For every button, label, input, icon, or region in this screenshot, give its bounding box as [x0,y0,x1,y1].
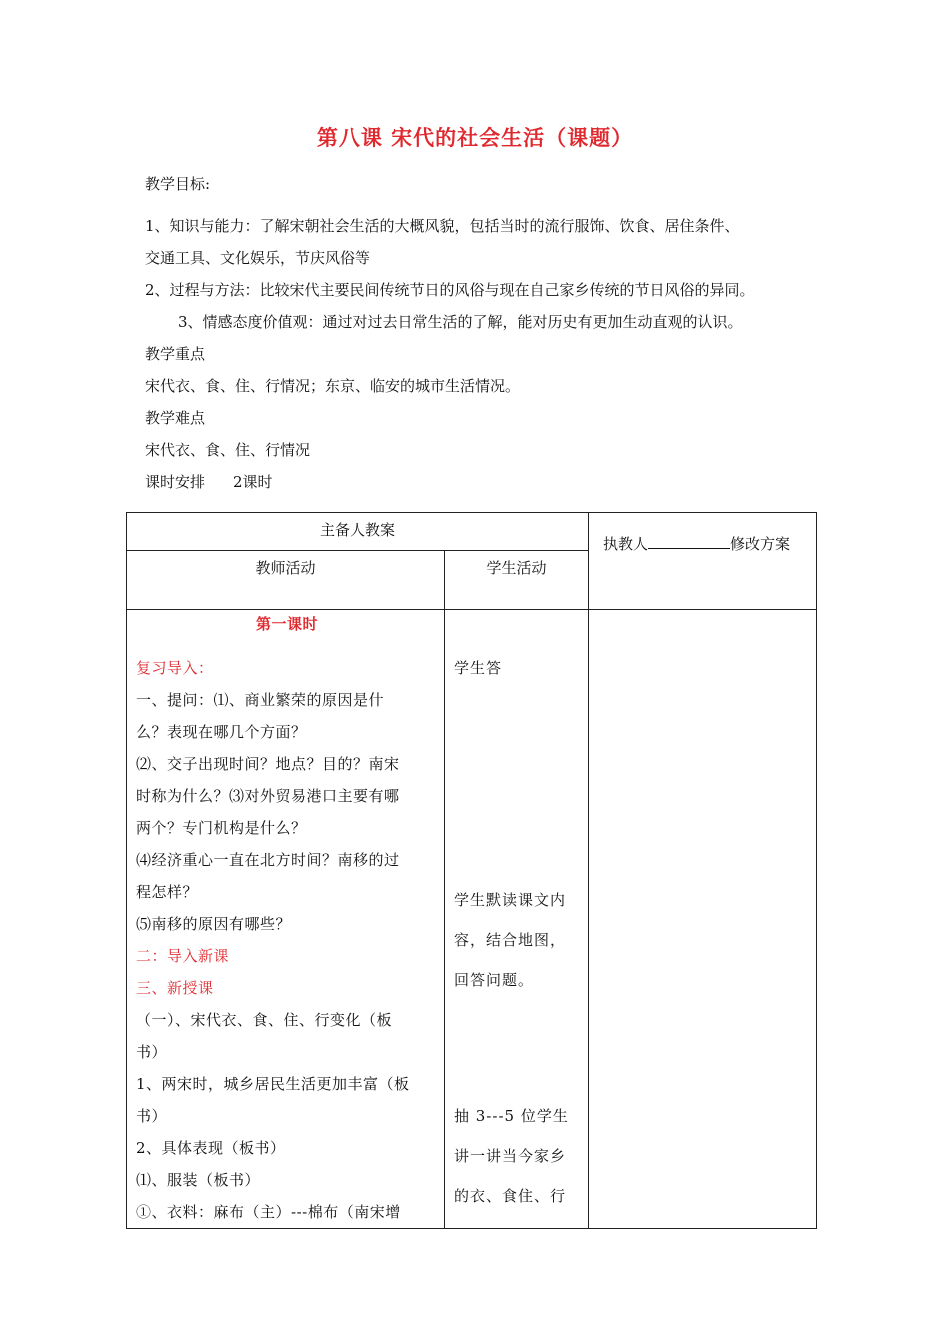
main-header: 主备人教案 [127,513,589,551]
schedule [145,472,273,492]
teacher-activity-cell [127,610,445,1229]
teacher-line: 复习导入： [136,659,214,677]
page-title: 第八课 宋代的社会生活（课题） [316,126,634,150]
student-line: 抽 3---5 位学生 [454,1107,569,1125]
objective-1a: 1、知识与能力：了解宋朝社会生活的大概风貌，包括当时的流行服饰、饮食、居住条件、 [145,217,740,235]
teacher-header: 教师活动 [127,551,445,610]
student-line: 讲一讲当今家乡 [454,1147,567,1165]
teacher-line: 1、两宋时，城乡居民生活更加丰富（板 [136,1075,410,1093]
teacher-line: 书） [136,1043,168,1061]
difficulties: 宋代衣、食、住、行情况 [145,441,311,459]
executor-cell [589,513,817,610]
teacher-line: （一）、宋代衣、食、住、行变化（板 [136,1011,393,1029]
objective-1b: 交通工具、文化娱乐，节庆风俗等 [145,249,371,267]
schedule-value: 2课时 [233,473,273,491]
teacher-line: ⑷经济重心一直在北方时间？南移的过 [136,851,400,869]
teacher-line: 二：导入新课 [136,947,230,965]
student-line: 学生答 [454,659,503,677]
schedule-label: 课时安排 [145,473,206,491]
key-points: 宋代衣、食、住、行情况；东京、临安的城市生活情况。 [145,377,521,395]
student-line: 学生默读课文内 [454,891,567,909]
teacher-line: 一、提问：⑴、商业繁荣的原因是什 [136,691,385,709]
teacher-line: ⑸南移的原因有哪些？ [136,915,292,933]
teacher-line: 三、新授课 [136,979,214,997]
teacher-line: 么？表现在哪几个方面？ [136,723,307,741]
student-header: 学生活动 [445,551,589,610]
key-points-heading: 教学重点 [145,345,206,363]
teacher-line: 书） [136,1107,168,1125]
teacher-line: 2、具体表现（板书） [136,1139,286,1157]
teacher-line: 程怎样？ [136,883,199,901]
objectives-heading: 教学目标: [145,175,211,193]
objective-3: 3、情感态度价值观：通过对过去日常生活的了解，能对历史有更加生动直观的认识。 [178,313,743,331]
student-line: 的衣、食住、行 [454,1187,567,1205]
teacher-line: 时称为什么？⑶对外贸易港口主要有哪 [136,787,400,805]
student-line: 容，结合地图， [454,931,567,949]
objective-2: 2、过程与方法：比较宋代主要民间传统节日的风俗与现在自己家乡传统的节日风俗的异同。 [145,281,755,299]
lesson-plan-table [126,512,817,1229]
revision-label: 修改方案 [730,535,791,553]
student-activity-cell [445,610,589,1229]
teacher-line: ⑴、服装（板书） [136,1171,261,1189]
difficulties-heading: 教学难点 [145,409,206,427]
lesson-label: 第一课时 [255,615,318,633]
teacher-line: 两个？专门机构是什么？ [136,819,307,837]
teacher-line: ⑵、交子出现时间？地点？目的？南宋 [136,755,400,773]
revision-cell [589,610,817,1229]
teacher-line: ①、衣料：麻布（主）---棉布（南宋增 [136,1203,401,1221]
executor-blank [648,534,730,549]
executor-label: 执教人 [603,535,649,553]
student-line: 回答问题。 [454,971,535,989]
